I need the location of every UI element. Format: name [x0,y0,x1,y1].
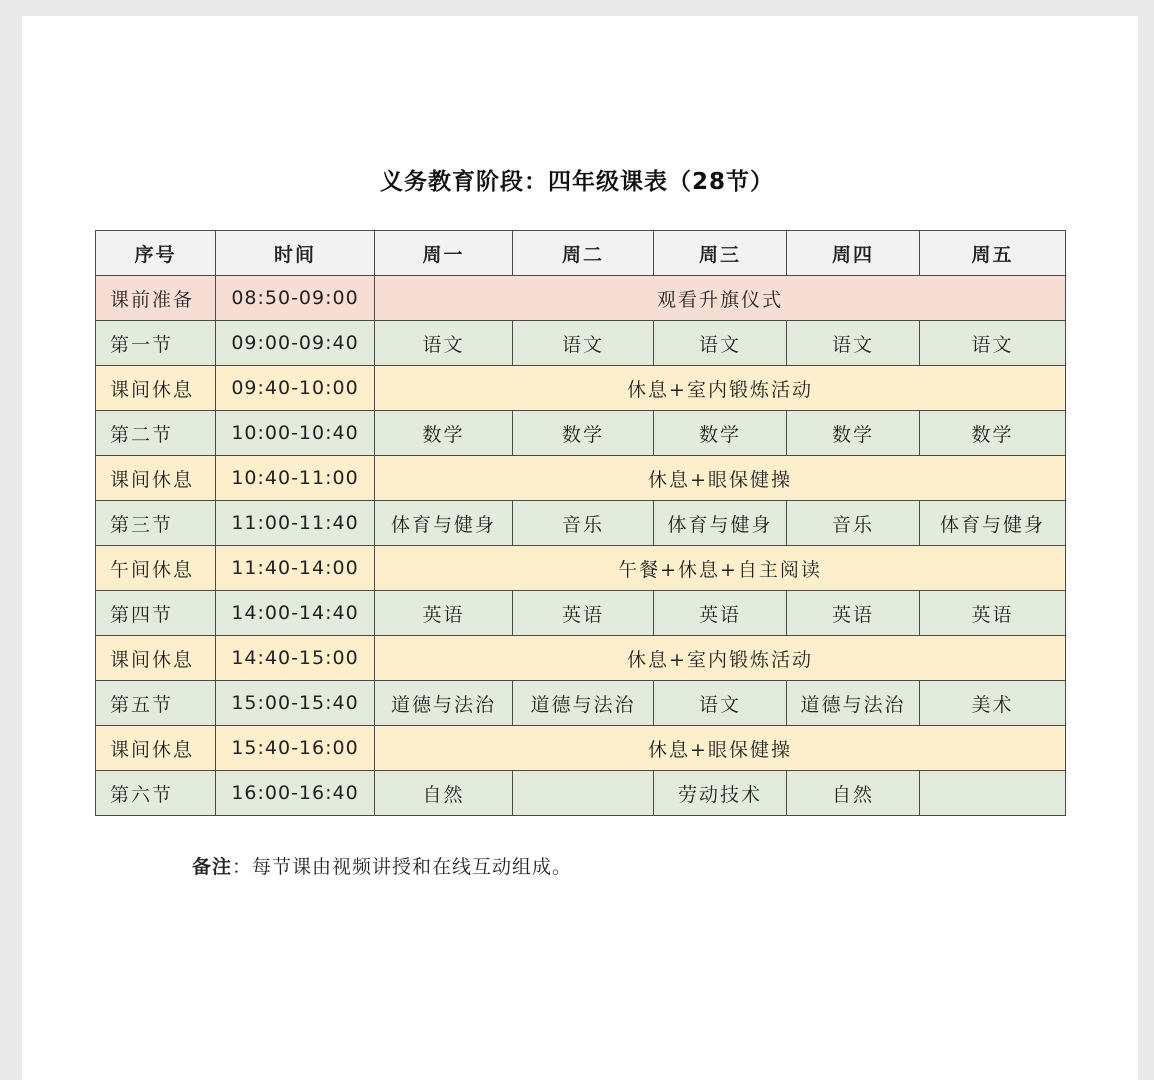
note-text: ：每节课由视频讲授和在线互动组成。 [232,856,573,878]
course-cell-wednesday: 语文 [654,321,787,366]
seq-cell: 午间休息 [96,546,216,591]
activity-cell: 午餐+休息+自主阅读 [375,546,1066,591]
header-row [96,231,1066,276]
course-cell-thursday: 道德与法治 [787,681,920,726]
course-cell-wednesday: 劳动技术 [654,771,787,816]
header-monday: 周一 [375,231,513,276]
course-cell-tuesday: 音乐 [513,501,654,546]
course-cell-tuesday: 英语 [513,591,654,636]
header-thursday: 周四 [787,231,920,276]
seq-cell: 课间休息 [96,456,216,501]
footnote [192,852,572,879]
course-cell-wednesday: 数学 [654,411,787,456]
course-cell-tuesday: 语文 [513,321,654,366]
table-row-break [96,726,1066,771]
course-cell-monday: 数学 [375,411,513,456]
activity-cell: 休息+室内锻炼活动 [375,636,1066,681]
time-cell: 14:00-14:40 [216,591,375,636]
table-row-lesson-4 [96,591,1066,636]
time-cell: 15:00-15:40 [216,681,375,726]
time-cell: 16:00-16:40 [216,771,375,816]
course-cell-thursday: 自然 [787,771,920,816]
seq-cell: 第六节 [96,771,216,816]
table-row-break [96,636,1066,681]
seq-cell: 课间休息 [96,726,216,771]
header-wednesday: 周三 [654,231,787,276]
header-seq: 序号 [96,231,216,276]
course-cell-wednesday: 语文 [654,681,787,726]
table-row-lesson-6 [96,771,1066,816]
header-friday: 周五 [920,231,1066,276]
time-cell: 10:40-11:00 [216,456,375,501]
activity-cell: 休息+眼保健操 [375,456,1066,501]
table-row-lesson-2 [96,411,1066,456]
time-cell: 15:40-16:00 [216,726,375,771]
course-cell-monday: 体育与健身 [375,501,513,546]
course-cell-wednesday: 体育与健身 [654,501,787,546]
course-cell-friday: 数学 [920,411,1066,456]
course-cell-monday: 英语 [375,591,513,636]
course-cell-friday: 语文 [920,321,1066,366]
course-cell-friday: 英语 [920,591,1066,636]
time-cell: 10:00-10:40 [216,411,375,456]
header-tuesday: 周二 [513,231,654,276]
seq-cell: 课间休息 [96,366,216,411]
course-cell-friday: 美术 [920,681,1066,726]
header-time: 时间 [216,231,375,276]
table-row-lesson-3 [96,501,1066,546]
seq-cell: 课前准备 [96,276,216,321]
table-row-lunch-break [96,546,1066,591]
course-cell-tuesday [513,771,654,816]
course-cell-tuesday: 数学 [513,411,654,456]
time-cell: 09:40-10:00 [216,366,375,411]
time-cell: 09:00-09:40 [216,321,375,366]
page-title: 义务教育阶段：四年级课表（28节） [379,169,774,195]
table-row-lesson-5 [96,681,1066,726]
course-cell-monday: 自然 [375,771,513,816]
course-cell-tuesday: 道德与法治 [513,681,654,726]
time-cell: 11:00-11:40 [216,501,375,546]
course-cell-thursday: 数学 [787,411,920,456]
course-cell-friday [920,771,1066,816]
seq-cell: 第三节 [96,501,216,546]
note-label: 备注 [192,856,233,878]
course-cell-monday: 语文 [375,321,513,366]
timetable [95,230,1066,816]
course-cell-thursday: 语文 [787,321,920,366]
course-cell-thursday: 英语 [787,591,920,636]
seq-cell: 第四节 [96,591,216,636]
course-cell-monday: 道德与法治 [375,681,513,726]
course-cell-thursday: 音乐 [787,501,920,546]
table-row-break [96,366,1066,411]
course-cell-wednesday: 英语 [654,591,787,636]
time-cell: 08:50-09:00 [216,276,375,321]
course-cell-friday: 体育与健身 [920,501,1066,546]
seq-cell: 第五节 [96,681,216,726]
table-row-break [96,456,1066,501]
table-row-lesson-1 [96,321,1066,366]
activity-cell: 休息+眼保健操 [375,726,1066,771]
time-cell: 11:40-14:00 [216,546,375,591]
activity-cell: 休息+室内锻炼活动 [375,366,1066,411]
seq-cell: 课间休息 [96,636,216,681]
activity-cell: 观看升旗仪式 [375,276,1066,321]
time-cell: 14:40-15:00 [216,636,375,681]
table-row-pre-class [96,276,1066,321]
seq-cell: 第二节 [96,411,216,456]
seq-cell: 第一节 [96,321,216,366]
